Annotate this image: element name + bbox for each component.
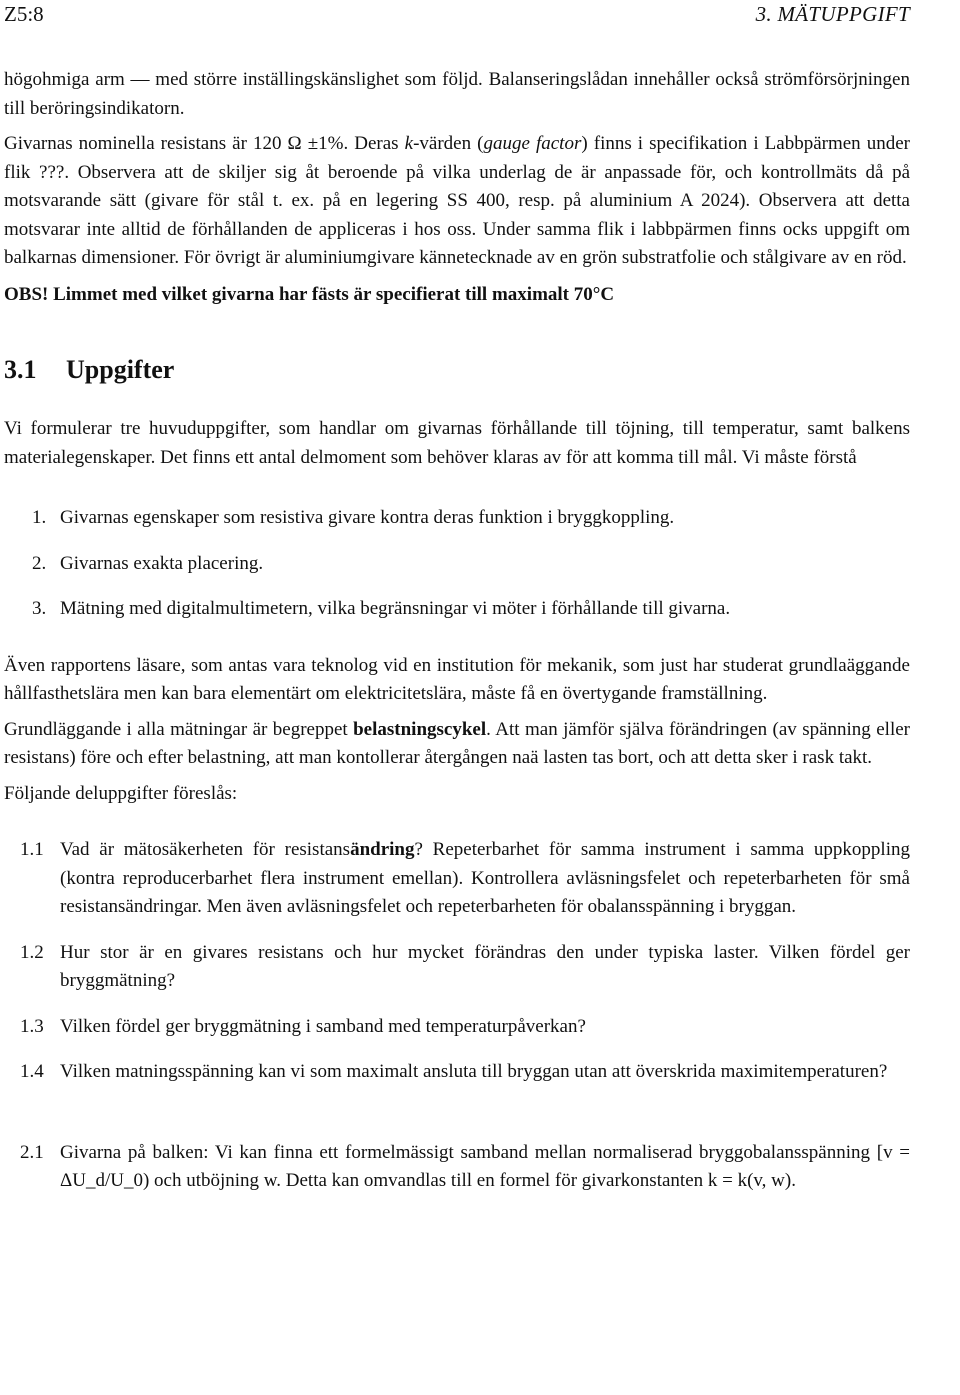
subtask-text-a: Hur stor är en givares resistans och hur mycket förändras den under typiska laster. Vilken fördel ger bryggmätning? (60, 941, 910, 991)
chapter-heading: 3. MÄTUPPGIFT (755, 2, 910, 26)
subtask-item (4, 1058, 910, 1087)
paragraph-arm: högohmiga arm — med större inställingskänslighet som följd. Balanseringslådan innehåller också strömförsörjningen till beröringsindikatorn. (4, 69, 910, 119)
subtask-number: 1.4 (20, 1061, 44, 1082)
subtask-number: 1.1 (20, 839, 44, 860)
resistance-text-a: Givarnas nominella resistans är 120 Ω ±1%. Deras (4, 133, 405, 154)
k-symbol: k (404, 133, 414, 154)
subtask-list-1 (4, 836, 910, 1087)
paragraph-resistance (4, 130, 910, 273)
main-task-list (4, 504, 910, 624)
subtask-text-a: Vilken fördel ger bryggmätning i samband med temperaturpåverkan? (60, 1015, 586, 1037)
subtask-item (4, 1139, 910, 1196)
subtask-item (4, 1013, 910, 1042)
list-item (4, 550, 910, 579)
subtask-bold: ändring (350, 839, 415, 860)
cycle-text-a: Grundläggande i alla mätningar är begreppet (4, 718, 354, 740)
cycle-term: belastningscykel (353, 718, 487, 740)
subtask-list-2 (4, 1139, 910, 1196)
list-item-number: 3. (32, 598, 47, 619)
subtask-number: 1.3 (20, 1015, 44, 1037)
paragraph-suggested: Följande deluppgifter föreslås: (4, 782, 238, 804)
resistance-text-c: ) finns i specifikation i Labbpärmen under flik ???. Observera att de skiljer sig åt beroende på vilka underlag de är anpassade för, och kontrollmäts då på motsvarande sätt (givare för stål t. ex. på en legering SS 400, resp. på aluminium A 2024). Observera att detta motsvarar inte alltid de förhållanden de appliceras i hos oss. Under samma flik i labbpärmen finns ocks uppgift om balkarnas dimensioner. För övrigt är aluminiumgivare kännetecknade av en grön substratfolie och stålgivare av en röd. (4, 133, 910, 268)
list-item-number: 1. (32, 507, 47, 528)
list-item-text: Mätning med digitalmultimetern, vilka begränsningar vi möter i förhållande till givarna. (60, 598, 731, 619)
paragraph-load-cycle (4, 716, 910, 773)
subtask-text-b: ? Repeterbarhet för samma instrument i samma uppkoppling (kontra reproducerbarhet flera instrument emellan). Kontrollera avläsningsfelet och repeterbarheten för små resistansändringar. Men även avläsningsfelet och repeterbarheten för obalansspänning i bryggan. (60, 839, 910, 917)
section-heading (4, 353, 910, 387)
subtask-item (4, 939, 910, 996)
list-item (4, 595, 910, 624)
obs-warning: OBS! Limmet med vilket givarna har fästs är specifierat till maximalt 70°C (4, 283, 615, 305)
section-number: 3.1 (4, 355, 37, 384)
subtask-text-a: Vilken matningsspänning kan vi som maximalt ansluta till bryggan utan att överskrida maximitemperaturen? (60, 1061, 888, 1082)
page-id: Z5:8 (4, 2, 44, 26)
paragraph-intro: Vi formulerar tre huvuduppgifter, som handlar om givarnas förhållande till töjning, till temperatur, samt balkens materialegenskaper. Det finns ett antal delmoment som behöver klaras av för att komma till mål. Vi måste förstå (4, 418, 910, 468)
page-body (4, 66, 910, 1213)
resistance-text-b: -värden ( (413, 133, 484, 154)
subtask-item (4, 836, 910, 922)
subtask-text: Givarna på balken: Vi kan finna ett formelmässigt samband mellan normaliserad bryggobalansspänning [v = ΔU_d/U_0) och utböjning w. Detta kan omvandlas till en formel för givarkonstanten k = k(v, w). (60, 1141, 910, 1191)
subtask-text-a: Vad är mätosäkerheten för resistans (60, 839, 351, 860)
subtask-number: 2.1 (20, 1141, 44, 1163)
cycle-text-b: . Att man jämför själva förändringen (av spänning eller resistans) före och efter belastning, att man kontollerar återgången naä lasten tas bort, och att detta sker i rask takt. (4, 718, 910, 768)
paragraph-reader: Även rapportens läsare, som antas vara teknolog vid en institution för mekanik, som just har studerat grundlaäggande hållfasthetslära men kan bara elementärt om elektricitetslära, måste få en övertygande framställning. (4, 654, 910, 704)
list-item-number: 2. (32, 552, 47, 574)
list-item (4, 504, 910, 533)
list-item-text: Givarnas exakta placering. (60, 552, 264, 574)
subtask-number: 1.2 (20, 941, 44, 963)
gauge-factor-term: gauge factor (483, 133, 582, 154)
section-title: Uppgifter (66, 355, 175, 384)
list-item-text: Givarnas egenskaper som resistiva givare kontra deras funktion i bryggkoppling. (60, 507, 675, 528)
